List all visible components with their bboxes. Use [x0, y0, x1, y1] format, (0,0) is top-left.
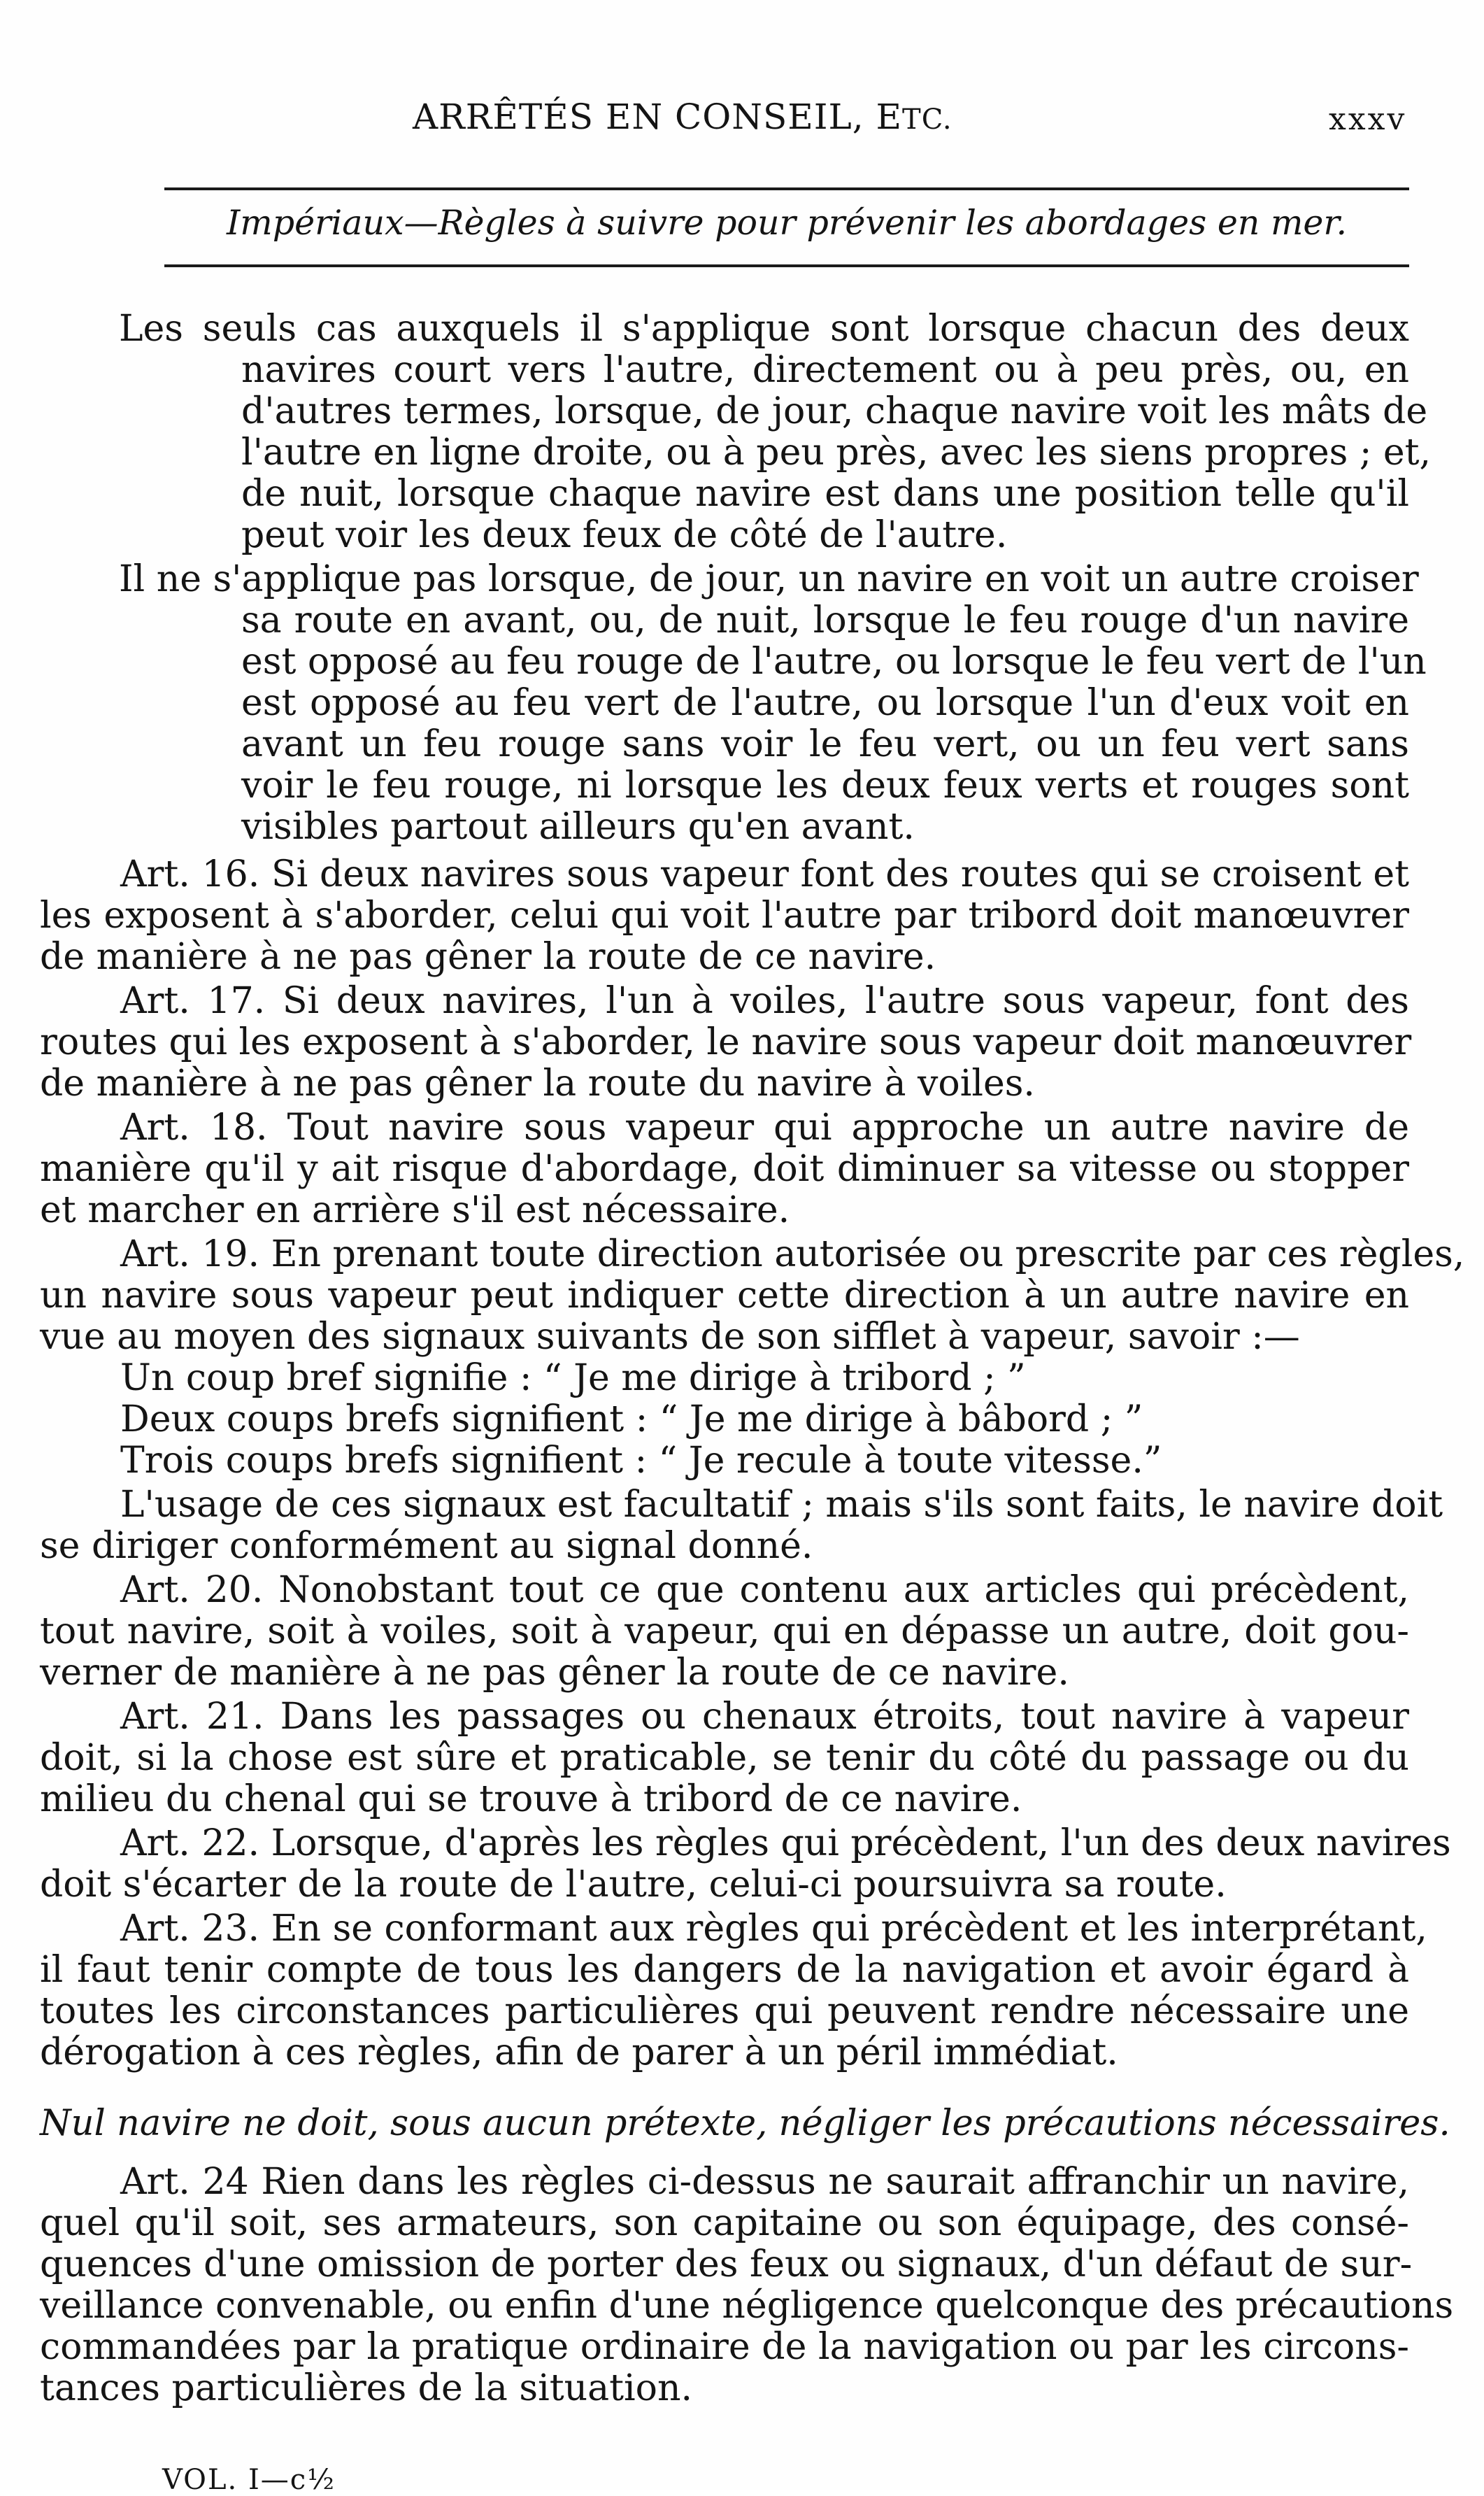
text-line: Art. 20. Nonobstant tout ce que contenu aux articles qui précèdent, [120, 1569, 1409, 1611]
running-header-etc-rest: TC. [902, 104, 953, 136]
text-line: un navire sous vapeur peut indiquer cette direction à un autre navire en [40, 1275, 1409, 1317]
text-line: manière qu'il y ait risque d'abordage, doit diminuer sa vitesse ou stopper [40, 1148, 1409, 1190]
running-header [413, 97, 953, 137]
text-line: de manière à ne pas gêner la route du navire à voiles. [40, 1063, 1035, 1105]
text-line: L'usage de ces signaux est facultatif ; mais s'ils sont faits, le navire doit [120, 1484, 1443, 1526]
text-line: sa route en avant, ou, de nuit, lorsque le feu rouge d'un navire [241, 600, 1409, 641]
text-line: Art. 24 Rien dans les règles ci-dessus ne saurait affranchir un navire, [120, 2161, 1409, 2203]
text-line: Un coup bref signifie : “ Je me dirige à tribord ; ” [120, 1357, 1026, 1399]
text-line: quences d'une omission de porter des feux ou signaux, d'un défaut de sur- [40, 2243, 1413, 2285]
text-line: Art. 16. Si deux navires sous vapeur font des routes qui se croisent et [120, 853, 1409, 895]
bottom-rule [164, 264, 1409, 267]
section-heading: Nul navire ne doit, sous aucun prétexte, négliger les précautions nécessaires. [40, 2103, 1450, 2144]
text-line: avant un feu rouge sans voir le feu vert, ou un feu vert sans [241, 723, 1409, 765]
text-line: voir le feu rouge, ni lorsque les deux feux verts et rouges sont [241, 765, 1409, 807]
text-line: Art. 23. En se conformant aux règles qui précèdent et les interprétant, [120, 1908, 1427, 1950]
text-line: se diriger conformément au signal donné. [40, 1525, 813, 1567]
text-line: peut voir les deux feux de côté de l'autre. [241, 514, 1008, 556]
text-line: tout navire, soit à voiles, soit à vapeur, qui en dépasse un autre, doit gou- [40, 1610, 1409, 1652]
text-line: Art. 19. En prenant toute direction autorisée ou prescrite par ces règles, [120, 1233, 1465, 1275]
text-line: il faut tenir compte de tous les dangers de la navigation et avoir égard à [40, 1949, 1409, 1991]
text-line: milieu du chenal qui se trouve à tribord de ce navire. [40, 1778, 1022, 1820]
text-line: Art. 21. Dans les passages ou chenaux étroits, tout navire à vapeur [120, 1696, 1409, 1738]
text-line: visibles partout ailleurs qu'en avant. [241, 806, 915, 848]
text-line: veillance convenable, ou enfin d'une négligence quelconque des précautions [40, 2285, 1454, 2327]
running-header-etc-initial: E [876, 97, 903, 137]
text-line: commandées par la pratique ordinaire de la navigation ou par les circons- [40, 2326, 1409, 2368]
text-line: d'autres termes, lorsque, de jour, chaque navire voit les mâts de [241, 390, 1428, 432]
text-line: routes qui les exposent à s'aborder, le navire sous vapeur doit manœuvrer [40, 1021, 1412, 1063]
text-line: l'autre en ligne droite, ou à peu près, avec les siens propres ; et, [241, 432, 1432, 474]
text-line: Il ne s'applique pas lorsque, de jour, un navire en voit un autre croiser [119, 558, 1419, 600]
text-line: navires court vers l'autre, directement ou à peu près, ou, en [241, 349, 1409, 391]
text-line: Deux coups brefs signifient : “ Je me dirige à bâbord ; ” [120, 1398, 1143, 1440]
top-rule [164, 187, 1409, 190]
page-number: xxxv [1329, 101, 1407, 137]
text-line: Trois coups brefs signifient : “ Je recule à toute vitesse.” [120, 1440, 1162, 1482]
text-line: est opposé au feu vert de l'autre, ou lorsque l'un d'eux voit en [241, 682, 1409, 724]
text-line: toutes les circonstances particulières qui peuvent rendre nécessaire une [40, 1990, 1409, 2032]
text-line: verner de manière à ne pas gêner la route de ce navire. [40, 1652, 1069, 1694]
text-line: quel qu'il soit, ses armateurs, son capitaine ou son équipage, des consé- [40, 2202, 1409, 2244]
section-subheading: Impériaux—Règles à suivre pour prévenir les abordages en mer. [226, 203, 1348, 243]
text-line: est opposé au feu rouge de l'autre, ou lorsque le feu vert de l'un [241, 641, 1427, 683]
text-line: de manière à ne pas gêner la route de ce navire. [40, 936, 936, 978]
text-line: Art. 18. Tout navire sous vapeur qui approche un autre navire de [120, 1107, 1409, 1149]
text-line: les exposent à s'aborder, celui qui voit l'autre par tribord doit manœuvrer [40, 895, 1409, 937]
text-line: Art. 17. Si deux navires, l'un à voiles, l'autre sous vapeur, font des [120, 980, 1409, 1022]
text-line: Art. 22. Lorsque, d'après les règles qui précèdent, l'un des deux navires [120, 1822, 1451, 1864]
text-line: doit s'écarter de la route de l'autre, celui-ci poursuivra sa route. [40, 1864, 1227, 1906]
text-line: tances particulières de la situation. [40, 2367, 692, 2409]
text-line: Les seuls cas auxquels il s'applique sont lorsque chacun des deux [119, 308, 1409, 350]
text-line: dérogation à ces règles, afin de parer à un péril immédiat. [40, 2031, 1118, 2073]
running-header-title: ARRÊTÉS EN CONSEIL, [413, 97, 864, 137]
signature-mark: VOL. I—c½ [162, 2464, 336, 2496]
text-line: et marcher en arrière s'il est nécessaire. [40, 1189, 790, 1231]
text-line: vue au moyen des signaux suivants de son sifflet à vapeur, savoir :— [40, 1316, 1300, 1358]
text-line: de nuit, lorsque chaque navire est dans une position telle qu'il [241, 473, 1409, 515]
text-line: doit, si la chose est sûre et praticable, se tenir du côté du passage ou du [40, 1737, 1409, 1779]
